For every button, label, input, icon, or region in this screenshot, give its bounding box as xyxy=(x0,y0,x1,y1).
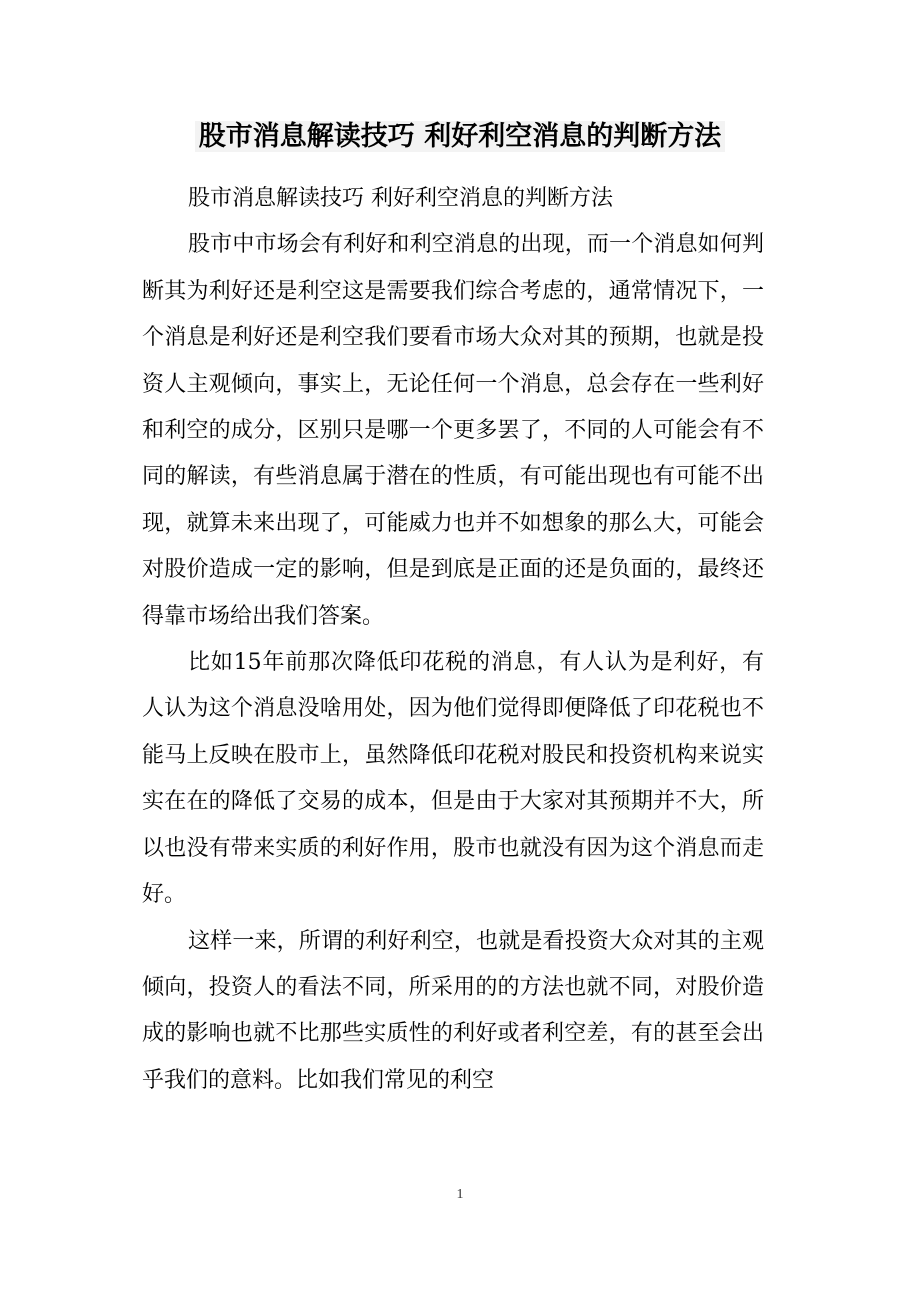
document-title-text: 股市消息解读技巧 利好利空消息的判断方法 xyxy=(195,121,725,152)
paragraph-1: 股市中市场会有利好和利空消息的出现，而一个消息如何判断其为利好还是利空这是需要我们综合考虑的，通常情况下，一个消息是利好还是利空我们要看市场大众对其的预期，也就是投资人主观倾向，事实上，无论任何一个消息，总会存在一些利好和利空的成分，区别只是哪一个更多罢了，不同的人可能会有不同的解读，有些消息属于潜在的性质，有可能出现也有可能不出现，就算未来出现了，可能威力也并不如想象的那么大，可能会对股价造成一定的影响，但是到底是正面的还是负面的，最终还得靠市场给出我们答案。 xyxy=(142,232,764,629)
paragraph-3: 这样一来，所谓的利好利空，也就是看投资大众对其的主观倾向，投资人的看法不同，所采用的的方法也就不同，对股价造成的影响也就不比那些实质性的利好或者利空差，有的甚至会出乎我们的意料。比如我们常见的利空 xyxy=(142,928,764,1093)
document-body xyxy=(142,176,764,1104)
paragraph-subtitle: 股市消息解读技巧 利好利空消息的判断方法 xyxy=(188,186,613,211)
page-number: 1 xyxy=(456,1187,464,1202)
document-title xyxy=(0,115,920,159)
paragraph-2: 比如15年前那次降低印花税的消息，有人认为是利好，有人认为这个消息没啥用处，因为他们觉得即便降低了印花税也不能马上反映在股市上，虽然降低印花税对股民和投资机构来说实实在在的降低了交易的成本，但是由于大家对其预期并不大，所以也没有带来实质的利好作用，股市也就没有因为这个消息而走好。 xyxy=(142,650,764,908)
